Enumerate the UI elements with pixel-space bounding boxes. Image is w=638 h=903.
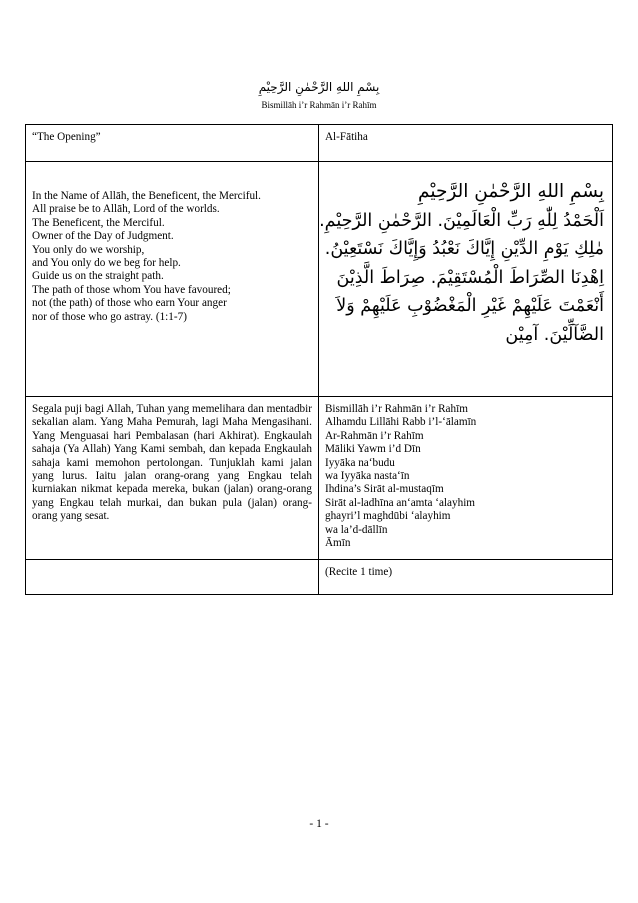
english-line: The path of those whom You have favoured;	[32, 283, 231, 296]
title-arabic-name: Al-Fātiha	[318, 125, 612, 162]
transliteration-line: Iyyāka na‘budu	[324, 456, 395, 469]
arabic-line: اَلْحَمْدُ لِلّٰهِ رَبِّ الْعَالَمِيْنَ. الرَّحْمٰنِ الرَّحِيْمِ.	[319, 210, 604, 231]
arabic-line: بِسْمِ اللهِ الرَّحْمٰنِ الرَّحِيْمِ	[418, 181, 604, 202]
transliteration-line: ghayri’l maghdūbi ‘alayhim	[324, 510, 451, 523]
english-line: The Beneficent, the Merciful.	[32, 216, 165, 229]
arabic-line: الضَّآلِّيْنَ. آمِيْن	[505, 324, 604, 345]
english-translation	[26, 162, 319, 397]
header-transliteration: Bismillāh i’r Rahmān i’r Rahīm	[261, 100, 377, 110]
table-row-note	[26, 560, 613, 595]
english-line: Guide us on the straight path.	[32, 270, 164, 283]
table-row-translations	[26, 397, 613, 560]
arabic-line: مٰلِكِ يَوْمِ الدِّيْنِ إِيَّاكَ نَعْبُدُ وَإِيَّاكَ نَسْتَعِيْنُ.	[324, 239, 604, 260]
english-line: nor of those who go astray. (1:1-7)	[32, 310, 187, 323]
transliteration-line: Ihdina’s Sirāt al-mustaqīm	[324, 483, 444, 496]
transliteration-line: wa Iyyāka nasta‘īn	[324, 470, 410, 483]
arabic-line: أَنْعَمْتَ عَلَيْهِمْ غَيْرِ الْمَغْضُوْبِ عَلَيْهِمْ وَلاَ	[336, 296, 604, 317]
arabic-text	[318, 162, 612, 397]
english-line: You only do we worship,	[32, 243, 145, 256]
english-line: and You only do we beg for help.	[32, 257, 181, 270]
transliteration-line: Alhamdu Lillāhi Rabb i’l-‘ālamīn	[324, 416, 477, 429]
table-row-title	[26, 125, 613, 162]
transliteration-line: Māliki Yawm i’d Dīn	[324, 443, 421, 456]
transliteration-line: wa la’d-dāllīn	[324, 523, 388, 536]
header-arabic-basmala: بِسْمِ اللهِ الرَّحْمٰنِ الرَّحِيْمِ	[258, 80, 380, 94]
english-line: All praise be to Allāh, Lord of the worlds.	[32, 203, 220, 216]
transliteration-block	[318, 397, 612, 560]
english-line: In the Name of Allāh, the Beneficent, the Merciful.	[32, 190, 261, 202]
transliteration-line: Ar-Rahmān i’r Rahīm	[324, 429, 424, 442]
surah-table	[25, 124, 613, 595]
title-english: “The Opening”	[26, 125, 319, 162]
english-line: not (the path) of those who earn Your anger	[32, 297, 227, 310]
malay-translation: Segala puji bagi Allah, Tuhan yang memelihara dan mentadbir sekalian alam. Yang Maha Pemurah, lagi Maha Mengasihani. Yang Menguasai hari Pembalasan (hari Akhirat). Engkaulah sahaja (Ya Allah) Yang Kami sembah, dan kepada Engkaulah sahaja kami memohon pertolongan. Tunjuklah kami jalan yang lurus. Iaitu jalan orang-orang yang Engkau telah kurniakan nikmat kepada mereka, bukan (jalan) orang-orang yang Engkau telah murkai, dan bukan pula (jalan) orang-orang yang sesat.	[26, 397, 319, 560]
arabic-line: اِهْدِنَا الصِّرَاطَ الْمُسْتَقِيْمَ. صِرَاطَ الَّذِيْنَ	[336, 267, 604, 288]
recite-note: (Recite 1 time)	[318, 560, 612, 595]
page-number: - 1 -	[309, 818, 329, 830]
empty-cell	[26, 560, 319, 595]
transliteration-line: Bismillāh i’r Rahmān i’r Rahīm	[324, 403, 468, 415]
transliteration-line: Āmīn	[324, 537, 351, 550]
english-line: Owner of the Day of Judgment.	[32, 230, 174, 243]
transliteration-line: Sirāt al-ladhīna an‘amta ‘alayhim	[324, 496, 476, 509]
table-row-verses	[26, 162, 613, 397]
